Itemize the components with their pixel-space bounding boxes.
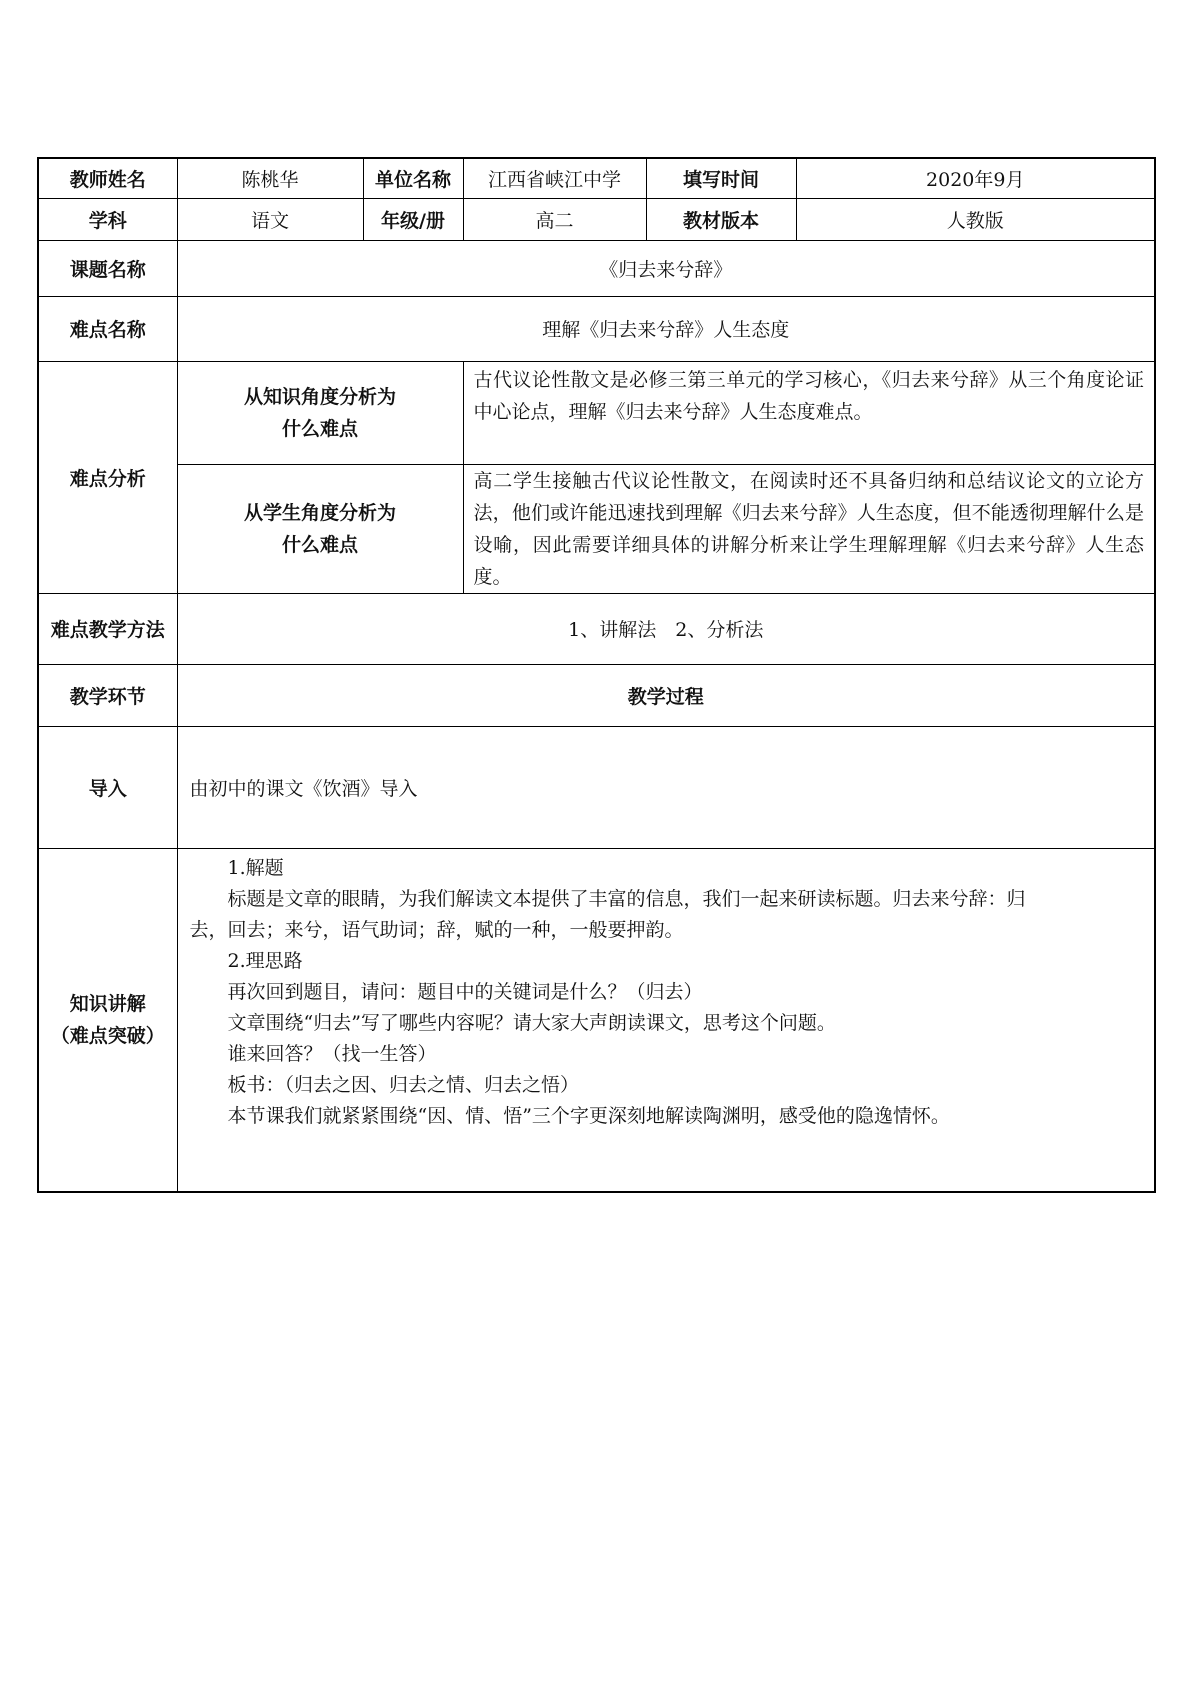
knowledge-line: 去，回去；来兮，语气助词；辞，赋的一种，一般要押韵。 — [189, 918, 684, 941]
knowledge-content — [177, 848, 1155, 1192]
knowledge-line: 本节课我们就紧紧围绕“因、情、悟”三个字更深刻地解读陶渊明，感受他的隐逸情怀。 — [227, 1104, 950, 1127]
knowledge-angle-label — [177, 361, 463, 464]
difficulty-value: 理解《归去来兮辞》人生态度 — [177, 296, 1155, 361]
knowledge-row — [38, 848, 1155, 1192]
unit-name-value: 江西省峡江中学 — [463, 158, 646, 198]
edition-label: 教材版本 — [646, 198, 796, 240]
knowledge-label-line1: 知识讲解 — [69, 992, 146, 1015]
edition-value: 人教版 — [796, 198, 1155, 240]
analysis-label: 难点分析 — [38, 361, 177, 593]
knowledge-line: 2.理思路 — [227, 949, 303, 972]
student-angle-label-line2: 什么难点 — [281, 533, 358, 556]
knowledge-line: 1.解题 — [227, 856, 284, 879]
knowledge-label — [38, 848, 177, 1192]
lesson-plan-page — [37, 157, 1154, 1193]
process-stage-label: 教学环节 — [38, 664, 177, 726]
knowledge-angle-label-line2: 什么难点 — [281, 417, 358, 440]
knowledge-angle-label-line1: 从知识角度分析为 — [243, 385, 396, 408]
grade-value: 高二 — [463, 198, 646, 240]
process-header-row — [38, 664, 1155, 726]
fill-date-value: 2020年9月 — [796, 158, 1155, 198]
intro-text: 由初中的课文《饮酒》导入 — [177, 726, 1155, 848]
student-angle-text: 高二学生接触古代议论性散文，在阅读时还不具备归纳和总结议论文的立论方法，他们或许能迅速找到理解《归去来兮辞》人生态度，但不能透彻理解什么是设喻，因此需要详细具体的讲解分析来让学生理解理解《归去来兮辞》人生态度。 — [463, 464, 1155, 593]
fill-date-label: 填写时间 — [646, 158, 796, 198]
analysis-student-row — [38, 464, 1155, 593]
student-angle-label-line1: 从学生角度分析为 — [243, 501, 396, 524]
student-angle-label — [177, 464, 463, 593]
method-value: 1、讲解法 2、分析法 — [177, 593, 1155, 664]
subject-label: 学科 — [38, 198, 177, 240]
header-row-1 — [38, 158, 1155, 198]
header-row-2 — [38, 198, 1155, 240]
unit-name-label: 单位名称 — [363, 158, 463, 198]
knowledge-line: 谁来回答？（找一生答） — [227, 1042, 437, 1065]
difficulty-label: 难点名称 — [38, 296, 177, 361]
topic-row — [38, 240, 1155, 296]
topic-value: 《归去来兮辞》 — [177, 240, 1155, 296]
process-title: 教学过程 — [177, 664, 1155, 726]
intro-label: 导入 — [38, 726, 177, 848]
subject-value: 语文 — [177, 198, 363, 240]
grade-label: 年级/册 — [363, 198, 463, 240]
knowledge-line: 板书：（归去之因、归去之情、归去之悟） — [227, 1073, 580, 1096]
knowledge-label-line2: （难点突破） — [50, 1024, 165, 1047]
knowledge-line: 再次回到题目，请问：题目中的关键词是什么？（归去） — [227, 980, 703, 1003]
knowledge-line: 文章围绕“归去”写了哪些内容呢？请大家大声朗读课文，思考这个问题。 — [227, 1011, 836, 1034]
topic-label: 课题名称 — [38, 240, 177, 296]
method-row — [38, 593, 1155, 664]
knowledge-angle-text: 古代议论性散文是必修三第三单元的学习核心，《归去来兮辞》从三个角度论证中心论点，理解《归去来兮辞》人生态度难点。 — [463, 361, 1155, 464]
method-label: 难点教学方法 — [38, 593, 177, 664]
teacher-name-value: 陈桃华 — [177, 158, 363, 198]
analysis-knowledge-row — [38, 361, 1155, 464]
difficulty-row — [38, 296, 1155, 361]
knowledge-line: 标题是文章的眼睛，为我们解读文本提供了丰富的信息，我们一起来研读标题。归去来兮辞：归 — [227, 887, 1026, 910]
lesson-plan-table — [37, 157, 1156, 1193]
teacher-name-label: 教师姓名 — [38, 158, 177, 198]
intro-row — [38, 726, 1155, 848]
